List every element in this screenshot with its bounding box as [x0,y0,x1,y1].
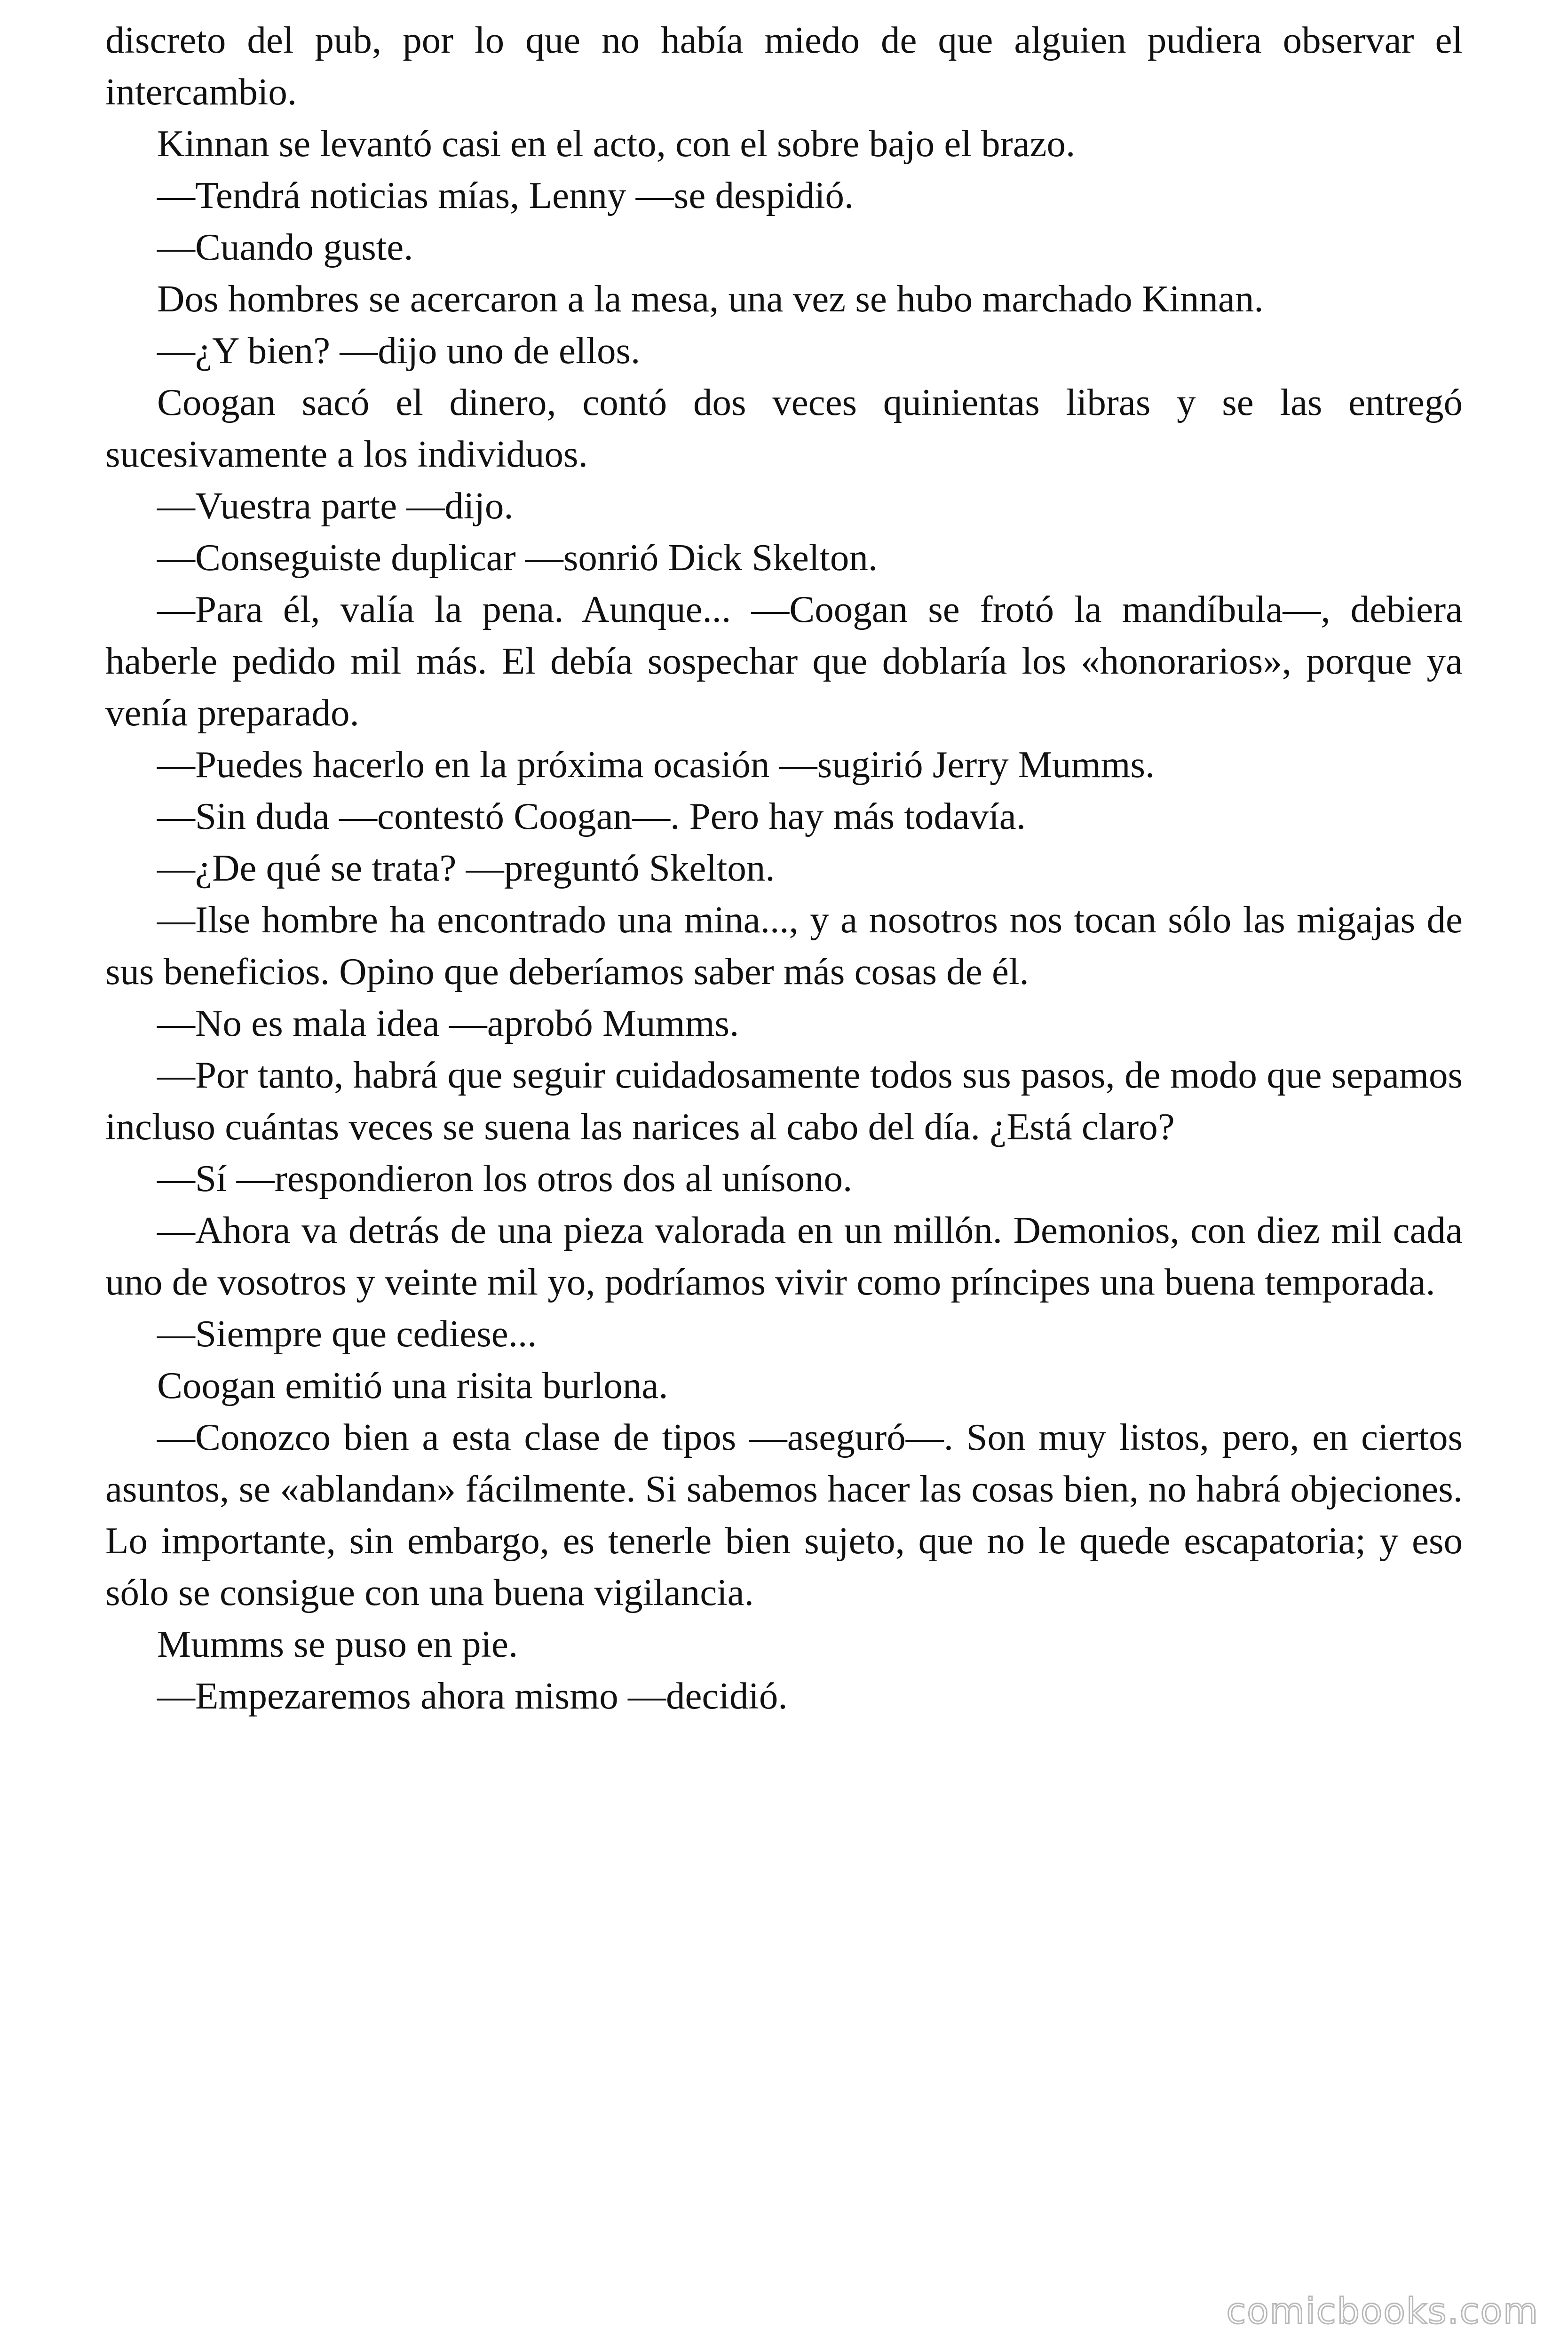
paragraph: —Para él, valía la pena. Aunque... —Coogan se frotó la mandíbula—, debiera haberle pedido mil más. El debía sospechar que doblaría los «honorarios», porque ya venía preparado. [105,588,1463,734]
paragraph: —No es mala idea —aprobó Mumms. [157,1002,739,1044]
paragraph: —Conozco bien a esta clase de tipos —aseguró—. Son muy listos, pero, en ciertos asuntos, se «ablandan» fácilmente. Si sabemos hacer las cosas bien, no habrá objeciones. Lo importante, sin embargo, es tenerle bien sujeto, que no le quede escapatoria; y eso sólo se consigue con una buena vigilancia. [105,1416,1463,1613]
paragraph: —Ilse hombre ha encontrado una mina..., y a nosotros nos tocan sólo las migajas de sus beneficios. Opino que deberíamos saber más cosas de él. [105,898,1463,993]
paragraph: Coogan sacó el dinero, contó dos veces quinientas libras y se las entregó sucesivamente a los individuos. [105,381,1463,475]
paragraph: —Siempre que cediese... [157,1312,537,1355]
paragraph: —Vuestra parte —dijo. [157,485,514,527]
paragraph: —Empezaremos ahora mismo —decidió. [157,1675,788,1717]
paragraph: —Sí —respondieron los otros dos al unísono. [157,1157,853,1200]
paragraph: —Tendrá noticias mías, Lenny —se despidió. [157,174,854,216]
paragraph: —Conseguiste duplicar —sonrió Dick Skelton. [157,536,878,579]
paragraph: Dos hombres se acercaron a la mesa, una vez se hubo marchado Kinnan. [157,278,1264,320]
body-text [105,14,1463,1722]
paragraph: —¿Y bien? —dijo uno de ellos. [157,329,641,372]
paragraph: —Cuando guste. [157,226,413,268]
paragraph: Coogan emitió una risita burlona. [157,1364,668,1406]
paragraph: Kinnan se levantó casi en el acto, con el sobre bajo el brazo. [157,122,1076,165]
paragraph: Mumms se puso en pie. [157,1623,518,1665]
paragraph: —Sin duda —contestó Coogan—. Pero hay más todavía. [157,795,1026,837]
paragraph: —Por tanto, habrá que seguir cuidadosamente todos sus pasos, de modo que sepamos incluso cuántas veces se suena las narices al cabo del día. ¿Está claro? [105,1054,1463,1148]
paragraph: —¿De qué se trata? —preguntó Skelton. [157,847,775,889]
paragraph: —Ahora va detrás de una pieza valorada en un millón. Demonios, con diez mil cada uno de vosotros y veinte mil yo, podríamos vivir como príncipes una buena temporada. [105,1209,1463,1303]
paragraph: discreto del pub, por lo que no había miedo de que alguien pudiera observar el intercambio. [105,19,1463,113]
watermark: comicbooks.com [1226,2290,1539,2332]
paragraph: —Puedes hacerlo en la próxima ocasión —sugirió Jerry Mumms. [157,743,1155,786]
